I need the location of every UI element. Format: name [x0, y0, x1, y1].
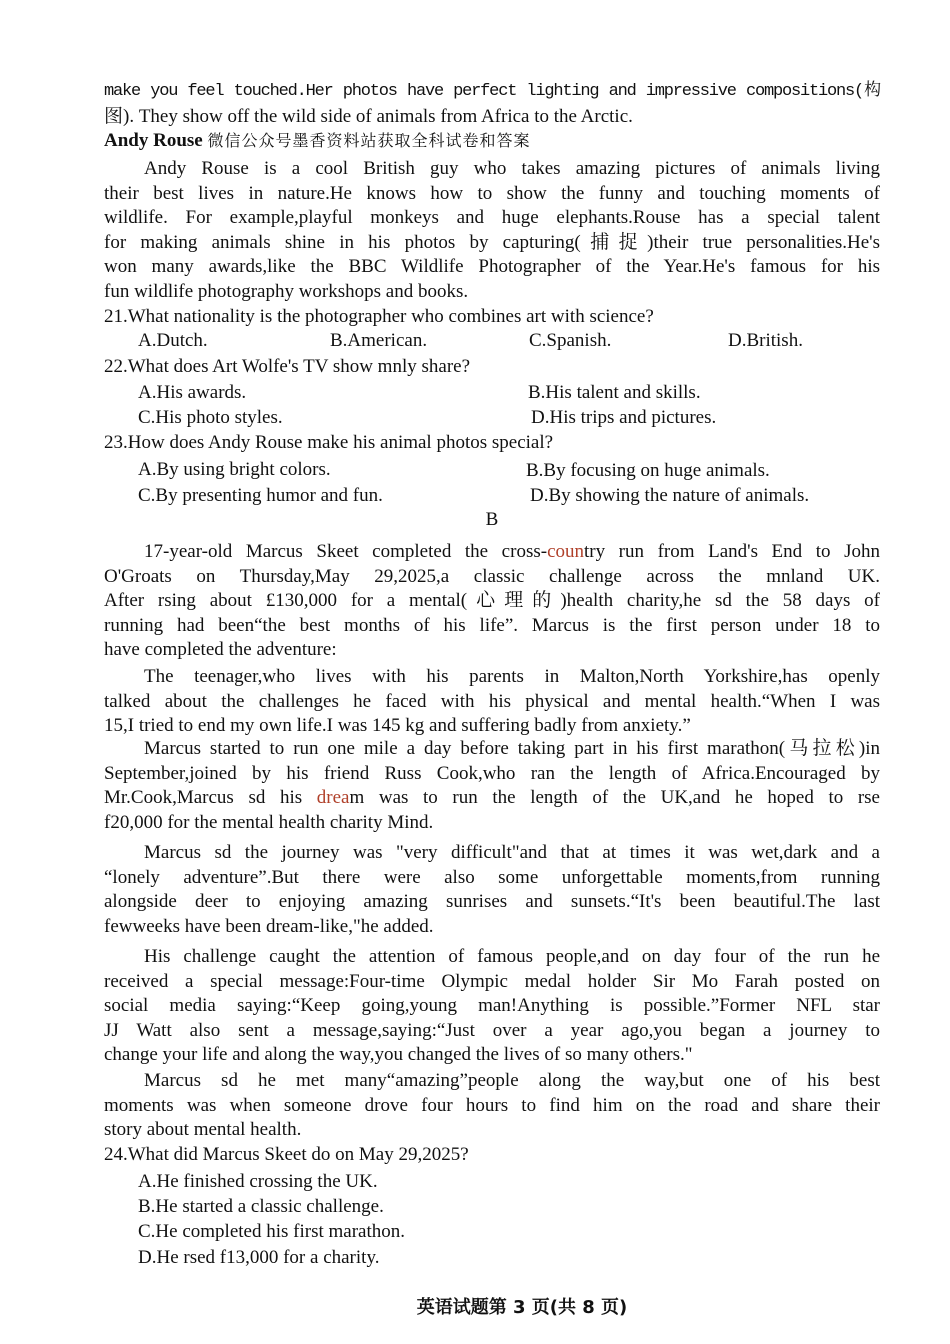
paragraph-line: talked about the challenges he faced with his physical and mental health.“When I was [104, 690, 880, 712]
paragraph-line: have completed the adventure: [104, 639, 337, 661]
paragraph-line: change your life and along the way,you changed the lives of so many others." [104, 1044, 693, 1066]
answer-option: C.Spanish. [529, 330, 612, 351]
paragraph-line: f20,000 for the mental health charity Mind. [104, 811, 434, 833]
answer-option: C.He completed his first marathon. [138, 1221, 405, 1242]
paragraph-line: for making animals shine in his photos by capturing(捕捉)their true personalities.He's [104, 231, 880, 253]
passage-paragraph [104, 841, 880, 939]
paragraph-line: social media saying:“Keep going,young man!Anything is possible.”Former NFL star [104, 995, 880, 1017]
paragraph-line: fun wildlife photography workshops and books. [104, 280, 469, 302]
paragraph-line: Andy Rouse is a cool British guy who takes amazing pictures of animals living [144, 158, 880, 179]
answer-option: D.He rsed f13,000 for a charity. [138, 1247, 380, 1268]
paragraph-line: O'Groats on Thursday,May 29,2025,a classic challenge across the mnland UK. [104, 565, 880, 587]
section-heading [104, 129, 880, 154]
paragraph-line: JJ Watt also sent a message,saying:“Just over a year ago,you began a journey to [104, 1019, 880, 1041]
paragraph-line: Marcus sd the journey was "very difficult"and that at times it was wet,dark and a [144, 842, 880, 863]
question-stem: 21.What nationality is the photographer who combines art with science? [104, 306, 654, 327]
paragraph-line: 17-year-old Marcus Skeet completed the cross-country run from Land's End to John [144, 541, 880, 562]
question-stem: 22.What does Art Wolfe's TV show mnly share? [104, 356, 471, 377]
paragraph-line: September,joined by his friend Russ Cook,who ran the length of Africa.Encouraged by [104, 762, 880, 784]
answer-option: A.Dutch. [138, 330, 208, 351]
heading-note: 微信公众号墨香资料站获取全科试卷和答案 [207, 131, 531, 151]
paragraph-line: After rsing about £130,000 for a mental(心理的)health charity,he sd the 58 days of [104, 590, 880, 612]
paragraph-line: won many awards,like the BBC Wildlife Photographer of the Year.He's famous for his [104, 256, 880, 278]
passage-paragraph [104, 665, 880, 739]
answer-option: B.American. [330, 330, 428, 351]
section-b-label: B [485, 509, 499, 530]
paragraph-line: “lonely adventure”.But there were also some unforgettable moments,from running [104, 866, 880, 888]
paragraph-line: Marcus started to run one mile a day before taking part in his first marathon(马拉松)in [144, 738, 880, 759]
paragraph-line: 15,I tried to end my own life.I was 145 kg and suffering badly from anxiety.” [104, 715, 691, 737]
paragraph-line: fewweeks have been dream-like,"he added. [104, 915, 434, 937]
answer-option: D.British. [728, 330, 803, 351]
paragraph-line: moments was when someone drove four hours to find him on the road and share their [104, 1094, 880, 1116]
paragraph-line: alongside deer to enjoying amazing sunrises and sunsets.“It's been beautiful.The last [104, 891, 880, 913]
heading-name: Andy Rouse [104, 130, 203, 152]
paragraph-line: their best lives in nature.He knows how to show the funny and touching moments of [104, 182, 880, 204]
answer-option: A.By using bright colors. [138, 459, 331, 480]
answer-option: D.By showing the nature of animals. [530, 485, 810, 506]
intro-line: 图). They show off the wild side of animals from Africa to the Arctic. [104, 105, 633, 127]
page-footer: 英语试题第 3 页(共 8 页) [416, 1297, 628, 1318]
answer-option: B.His talent and skills. [528, 382, 701, 403]
answer-option: C.By presenting humor and fun. [138, 485, 383, 506]
paragraph-line: wildlife. For example,playful monkeys and huge elephants.Rouse has a special talent [104, 207, 880, 229]
paragraph-line: story about mental health. [104, 1119, 302, 1141]
paragraph-line: received a special message:Four-time Olympic medal holder Sir Mo Farah posted on [104, 970, 880, 992]
question-stem: 23.How does Andy Rouse make his animal photos special? [104, 432, 554, 453]
paragraph-line: His challenge caught the attention of famous people,and on day four of the run he [144, 946, 880, 967]
answer-option: A.His awards. [138, 382, 247, 403]
passage-paragraph [104, 540, 880, 663]
answer-option: B.He started a classic challenge. [138, 1196, 384, 1217]
question-stem: 24.What did Marcus Skeet do on May 29,2025? [104, 1144, 469, 1165]
answer-option: C.His photo styles. [138, 407, 283, 428]
highlighted-text: coun [547, 541, 584, 562]
answer-option: D.His trips and pictures. [531, 407, 717, 428]
passage-paragraph [104, 737, 880, 835]
paragraph-line: The teenager,who lives with his parents in Malton,North Yorkshire,has openly [144, 666, 880, 687]
highlighted-text: drea [316, 787, 350, 809]
paragraph-line: Mr.Cook,Marcus sd his dream was to run the length of the UK,and he hoped to rse [104, 787, 880, 809]
paragraph-line: Marcus sd he met many“amazing”people along the way,but one of his best [144, 1070, 880, 1091]
passage-paragraph [104, 1069, 880, 1143]
answer-option: A.He finished crossing the UK. [138, 1171, 378, 1192]
intro-line: make you feel touched.Her photos have perfect lighting and impressive compositions(构 [104, 82, 880, 101]
paragraph-line: running had been“the best months of his life”. Marcus is the first person under 18 to [104, 614, 880, 636]
answer-option: B.By focusing on huge animals. [526, 460, 770, 481]
andy-rouse-paragraph [104, 157, 880, 305]
passage-paragraph [104, 945, 880, 1068]
intro-continuation [104, 80, 880, 154]
